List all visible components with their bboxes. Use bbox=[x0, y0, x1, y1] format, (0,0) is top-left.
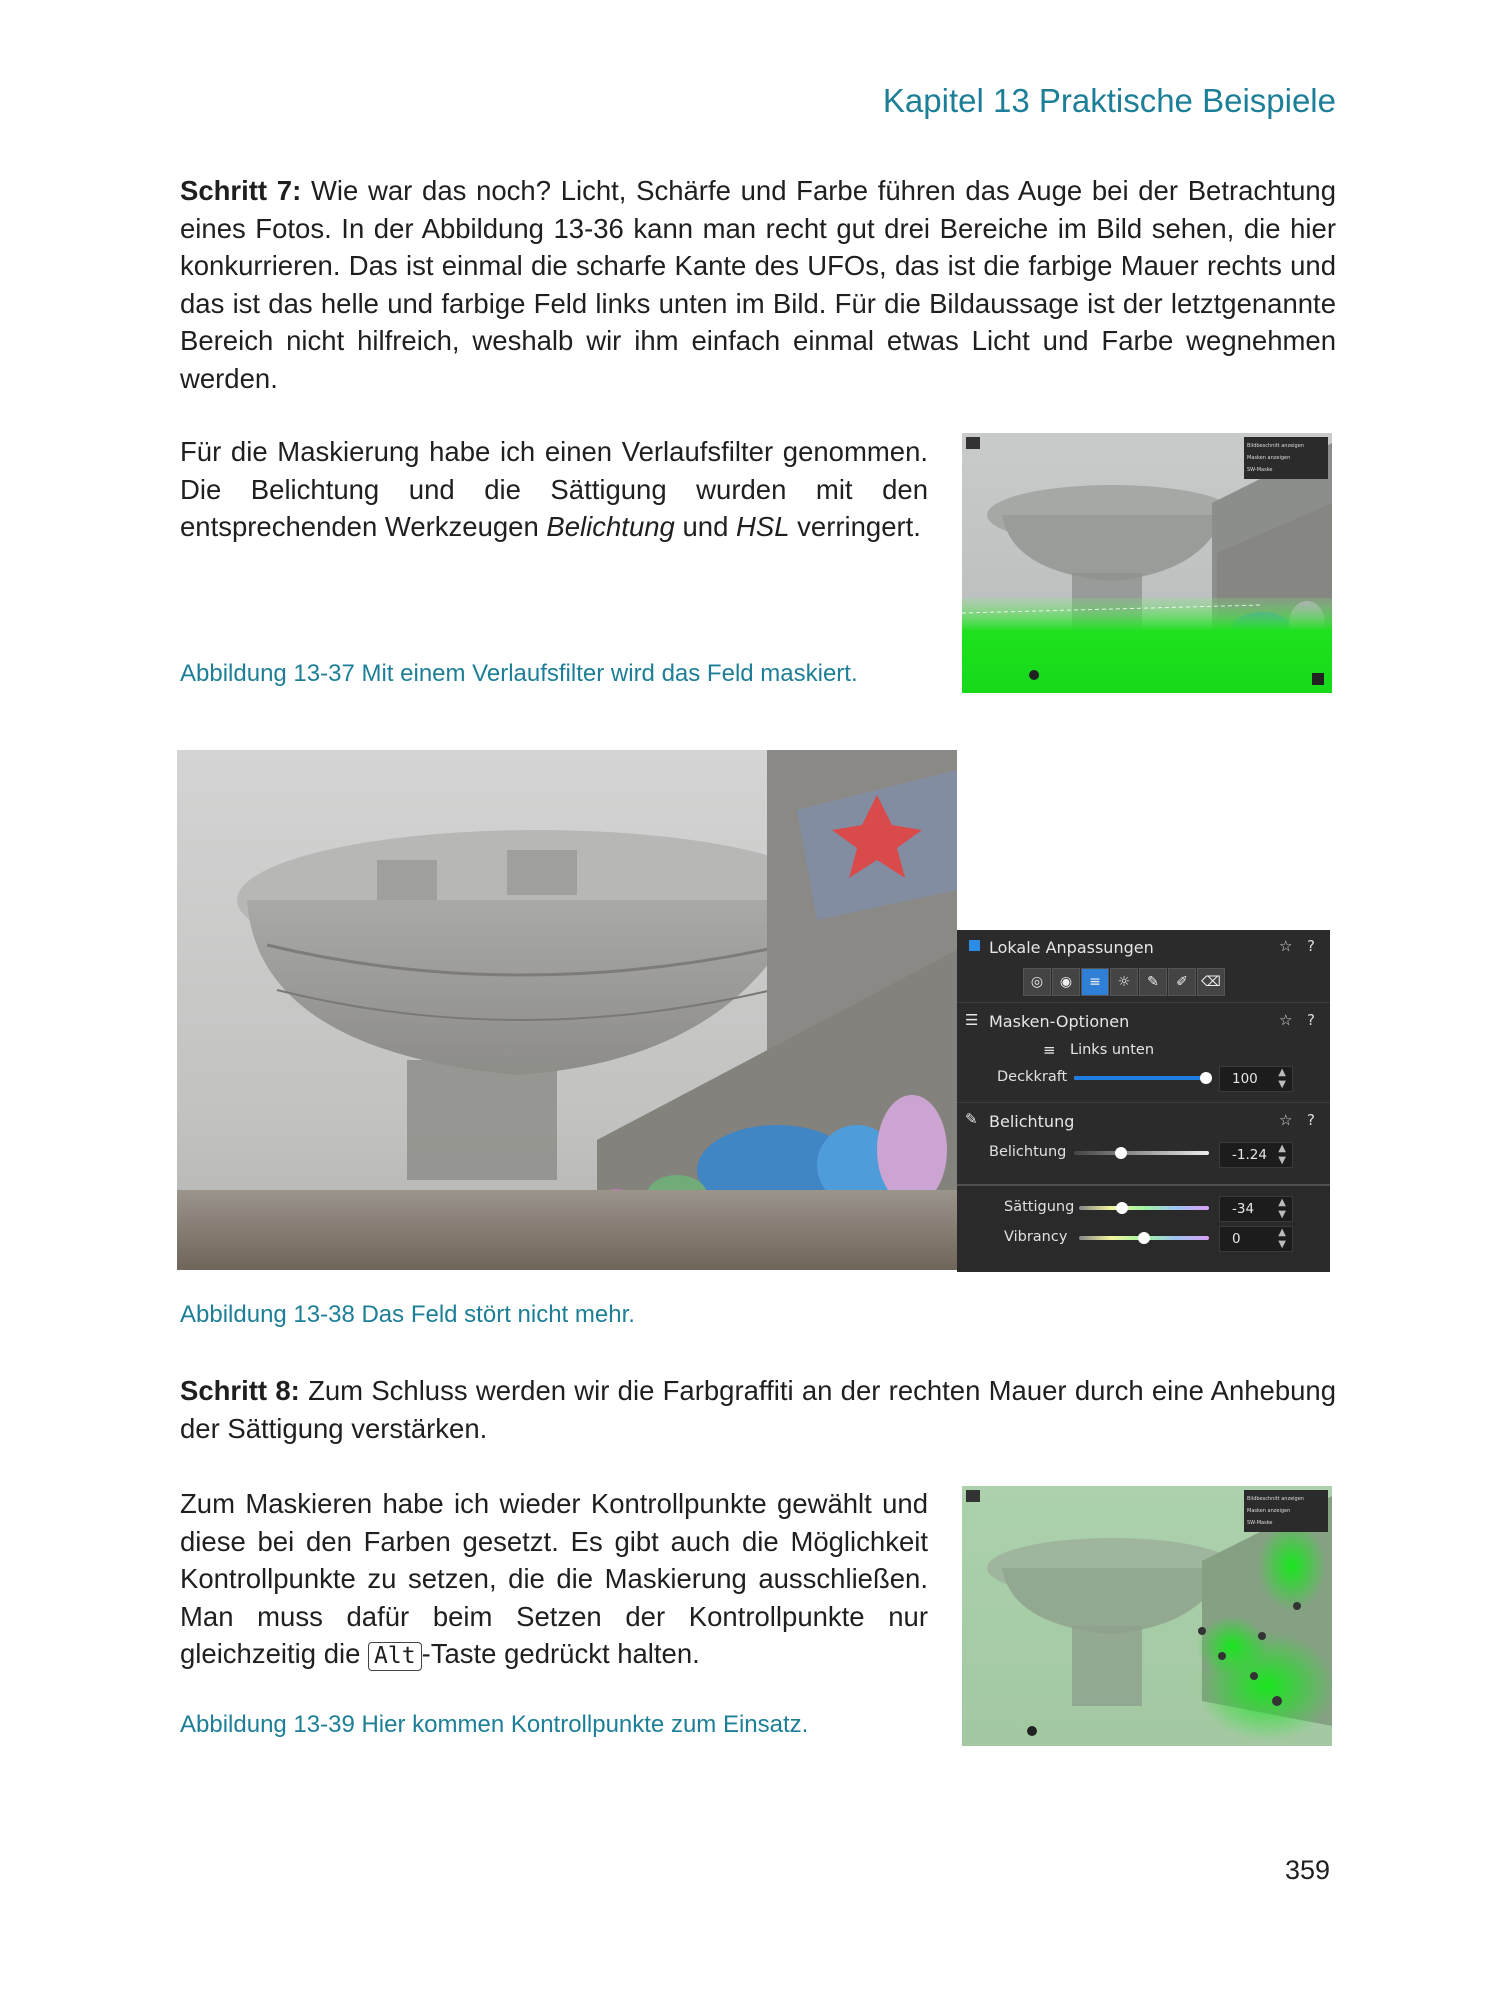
masking-paragraph bbox=[180, 433, 928, 546]
opacity-spinner-icon[interactable]: ▲ ▼ bbox=[1278, 1067, 1286, 1090]
figure-13-39-caption: Abbildung 13-39 Hier kommen Kontrollpunkte zum Einsatz. bbox=[180, 1711, 809, 1738]
mask-options-title: Masken-Optionen bbox=[989, 1012, 1130, 1031]
saturation-spinner-icon[interactable]: ▲ ▼ bbox=[1278, 1197, 1286, 1220]
figure-13-39-image bbox=[962, 1486, 1332, 1746]
step8-paragraph bbox=[180, 1372, 1336, 1447]
figure-13-37-image bbox=[962, 433, 1332, 693]
overlay-options-37 bbox=[1244, 437, 1328, 479]
exposure-spinner-icon[interactable]: ▲ ▼ bbox=[1278, 1143, 1286, 1166]
opacity-value: 100 bbox=[1232, 1071, 1258, 1087]
exposure-slider[interactable] bbox=[1074, 1151, 1209, 1155]
step7-text: Wie war das noch? Licht, Schärfe und Farbe führen das Auge bei der Betrachtung eines Fotos. In der Abbildung 13-36 kann man recht gut drei Bereiche im Bild sehen, die hier konkurrieren. Das ist einmal die scharfe Kante des UFOs, das ist die farbige Mauer rechts und das ist das helle und farbige Feld links unten im Bild. Für die Bildaussage ist der letztgenannte Bereich nicht hilfreich, weshalb wir ihm einfach einmal etwas Licht und Farbe wegnehmen werden. bbox=[180, 175, 1336, 394]
exposure-title: Belichtung bbox=[989, 1112, 1075, 1131]
vibrancy-slider[interactable] bbox=[1079, 1236, 1209, 1240]
brush-tool-icon[interactable]: ✐ bbox=[1168, 968, 1196, 996]
saturation-label: Sättigung bbox=[1004, 1199, 1075, 1215]
figure-13-37-caption: Abbildung 13-37 Mit einem Verlaufsfilter wird das Feld maskiert. bbox=[180, 660, 858, 687]
opacity-slider[interactable] bbox=[1074, 1076, 1209, 1080]
exposure-label: Belichtung bbox=[989, 1144, 1067, 1160]
local-adjustments-panel bbox=[957, 930, 1330, 1270]
saturation-value: -34 bbox=[1232, 1201, 1255, 1217]
step8-text: Zum Schluss werden wir die Farbgraffiti an der rechten Mauer durch eine Anhebung der Sättigung verstärken. bbox=[180, 1375, 1337, 1444]
control-points-text-2: -Taste gedrückt halten. bbox=[421, 1638, 700, 1669]
saturation-value-field[interactable] bbox=[1219, 1196, 1293, 1222]
exposure-slider-knob[interactable] bbox=[1115, 1147, 1127, 1159]
mask-tool-bar bbox=[957, 968, 1330, 998]
favorite-star-icon[interactable]: ☆ bbox=[1279, 937, 1293, 955]
overlay-option-masks[interactable]: Masken anzeigen bbox=[1247, 1508, 1291, 1514]
graduated-mask-icon: ≡ bbox=[1043, 1041, 1056, 1059]
mask-options-help-icon[interactable]: ? bbox=[1307, 1011, 1315, 1029]
vibrancy-value: 0 bbox=[1232, 1231, 1241, 1247]
vibrancy-spinner-icon[interactable]: ▲ ▼ bbox=[1278, 1227, 1286, 1250]
overlay-option-bw[interactable]: SW-Maske bbox=[1247, 467, 1273, 473]
step8-label: Schritt 8: bbox=[180, 1375, 300, 1406]
tool-name-belichtung: Belichtung bbox=[546, 511, 675, 542]
figure-13-38-photo bbox=[177, 750, 957, 1270]
vibrancy-slider-knob[interactable] bbox=[1138, 1232, 1150, 1244]
control-points-paragraph bbox=[180, 1485, 928, 1673]
step7-paragraph bbox=[180, 172, 1336, 397]
masking-text-3: verringert. bbox=[789, 511, 921, 542]
alt-key: Alt bbox=[368, 1642, 422, 1671]
mask-options-star-icon[interactable]: ☆ bbox=[1279, 1011, 1293, 1029]
chapter-header: Kapitel 13 Praktische Beispiele bbox=[882, 82, 1336, 119]
overlay-option-crop[interactable]: Bildbeschnitt anzeigen bbox=[1247, 443, 1304, 449]
opacity-value-field[interactable] bbox=[1219, 1066, 1293, 1092]
luminance-tool-icon[interactable]: ☼ bbox=[1110, 968, 1138, 996]
control-points-text-1: Zum Maskieren habe ich wieder Kontrollpunkte gewählt und diese bei den Farben gesetzt. Es gibt auch die Möglichkeit Kontrollpunkte zu setzen, die die Maskierung ausschließen. Man muss dafür beim Setzen der Kontrollpunkte nur gleichzeitig die bbox=[180, 1488, 928, 1669]
exposure-value: -1.24 bbox=[1232, 1147, 1267, 1163]
overlay-options-39 bbox=[1244, 1490, 1328, 1532]
tool-name-hsl: HSL bbox=[736, 511, 790, 542]
exposure-star-icon[interactable]: ☆ bbox=[1279, 1111, 1293, 1129]
opacity-label: Deckkraft bbox=[997, 1069, 1068, 1085]
exposure-icon: ✎ bbox=[965, 1110, 978, 1128]
exposure-help-icon[interactable]: ? bbox=[1307, 1111, 1315, 1129]
masking-text-1: Für die Maskierung habe ich einen Verlaufsfilter genommen. Die Belichtung und die Sättigung wurden mit den entsprechenden Werkzeugen bbox=[180, 436, 928, 542]
vibrancy-value-field[interactable] bbox=[1219, 1226, 1293, 1252]
overlay-option-bw[interactable]: SW-Maske bbox=[1247, 1520, 1273, 1526]
figure-13-38-caption: Abbildung 13-38 Das Feld stört nicht mehr. bbox=[180, 1301, 635, 1328]
eraser-tool-icon[interactable]: ⌫ bbox=[1197, 968, 1225, 996]
help-icon[interactable]: ? bbox=[1307, 937, 1315, 955]
saturation-slider[interactable] bbox=[1079, 1206, 1209, 1210]
panel-toggle-icon[interactable] bbox=[969, 940, 980, 951]
vibrancy-label: Vibrancy bbox=[1004, 1229, 1068, 1245]
graduated-filter-tool-icon[interactable]: ≡ bbox=[1081, 968, 1109, 996]
control-point-tool-icon[interactable]: ◎ bbox=[1023, 968, 1051, 996]
exposure-value-field[interactable] bbox=[1219, 1142, 1293, 1168]
page-number: 359 bbox=[1285, 1855, 1331, 1885]
masking-text-2: und bbox=[674, 511, 737, 542]
mask-options-icon: ☰ bbox=[965, 1011, 979, 1029]
mask-name[interactable]: Links unten bbox=[1070, 1042, 1155, 1058]
radial-filter-tool-icon[interactable]: ◉ bbox=[1052, 968, 1080, 996]
auto-brush-tool-icon[interactable]: ✎ bbox=[1139, 968, 1167, 996]
overlay-option-masks[interactable]: Masken anzeigen bbox=[1247, 455, 1291, 461]
opacity-slider-knob[interactable] bbox=[1200, 1072, 1212, 1084]
hsl-subpanel bbox=[957, 1184, 1330, 1272]
step7-label: Schritt 7: bbox=[180, 175, 302, 206]
overlay-option-crop[interactable]: Bildbeschnitt anzeigen bbox=[1247, 1496, 1304, 1502]
local-adjustments-title: Lokale Anpassungen bbox=[989, 938, 1154, 957]
saturation-slider-knob[interactable] bbox=[1116, 1202, 1128, 1214]
